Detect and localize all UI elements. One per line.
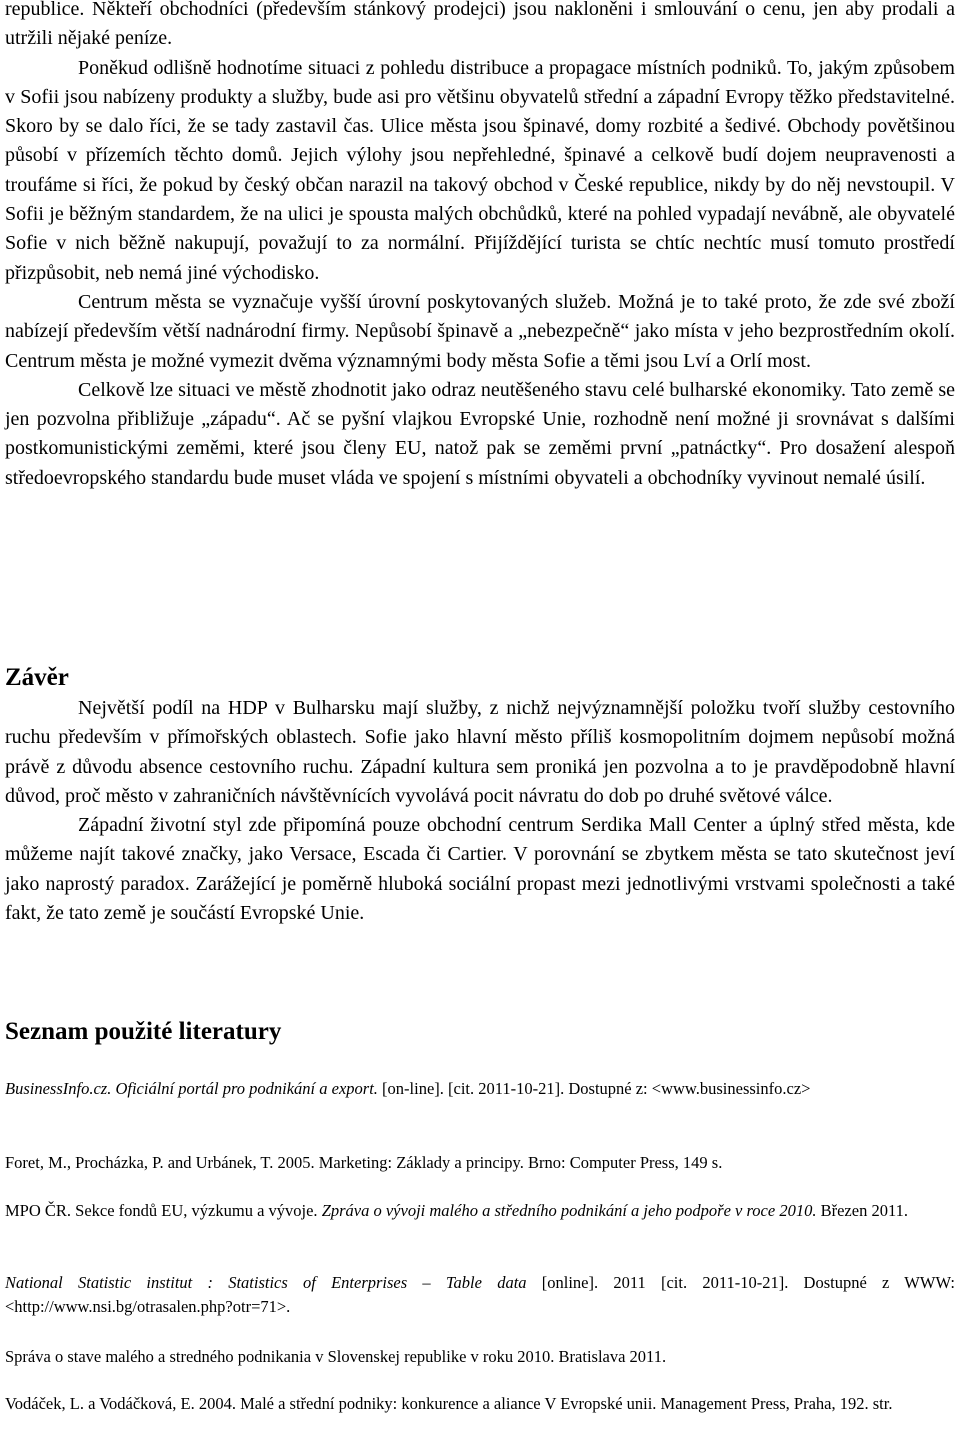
- reference-text: Správa o stave malého a stredného podnikania v Slovenskej republike v roku 2010. Bratislava 2011.: [5, 1347, 667, 1366]
- paragraph: republice. Někteří obchodníci (především stánkový prodejci) jsou nakloněni i smlouvání o cenu, jen aby prodali a utržili nějaké peníze.: [5, 0, 955, 50]
- bibliography-entry: [5, 1077, 955, 1101]
- reference-text: Foret, M., Procházka, P. and Urbánek, T. 2005. Marketing: Základy a principy. Brno: Computer Press, 149 s.: [5, 1153, 723, 1172]
- paragraph: Centrum města se vyznačuje vyšší úrovní poskytovaných služeb. Možná je to také proto, že zde své zboží nabízejí především větší nadnárodní firmy. Nepůsobí špinavě a „nebezpečně“ jako místa v jeho bezprostředním okolí. Centrum města je možné vymezit dvěma významnými body města Sofie a těmi jsou Lví a Orlí most.: [5, 290, 955, 372]
- reference-title: BusinessInfo.cz. Oficiální portál pro podnikání a export.: [5, 1079, 378, 1098]
- bibliography-entry: [5, 1271, 955, 1319]
- conclusion-section: [5, 694, 955, 928]
- reference-details: Březen 2011.: [816, 1201, 908, 1220]
- paragraph: Poněkud odlišně hodnotíme situaci z pohledu distribuce a propagace místních podniků. To, jakým způsobem v Sofii jsou nabízeny produkty a služby, bude asi pro většinu obyvatelů střední a západní Evropy těžko představitelné. Skoro by se dalo říci, že se tady zastavil čas. Ulice města jsou špinavé, domy rozbité a šedivé. Obchody povětšinou působí v přízemích těchto domů. Jejich výlohy jsou nepřehledné, špinavé a celkově budí dojem neupravenosti a troufáme si říci, že pokud by český občan narazil na takový obchod v České republice, nikdy by do něj nevstoupil. V Sofii je běžným standardem, že na ulici je spousta malých obchůdků, které na pohled vypadají nevábně, ale obyvatelé Sofie v nich běžně nakupují, považují to za normální. Přijíždějící turista se chtíc nechtíc musí tomuto prostředí přizpůsobit, neb nemá jiné východisko.: [5, 56, 955, 284]
- reference-author: MPO ČR. Sekce fondů EU, výzkumu a vývoje.: [5, 1201, 322, 1220]
- conclusion-heading: Závěr: [5, 664, 69, 691]
- reference-text: Vodáček, L. a Vodáčková, E. 2004. Malé a střední podniky: konkurence a aliance V Evropské unii. Management Press, Praha, 192. str.: [5, 1394, 893, 1413]
- reference-title: National Statistic institut : Statistics of Enterprises – Table data: [5, 1273, 527, 1292]
- bibliography-entry: [5, 1199, 955, 1223]
- bibliography-entry: [5, 1345, 955, 1369]
- paragraph: Celkově lze situaci ve městě zhodnotit jako odraz neutěšeného stavu celé bulharské ekonomiky. Tato země se jen pozvolna přibližuje „západu“. Ač se pyšní vlajkou Evropské Unie, rozhodně není možné ji srovnávat s dalšími postkomunistickými zeměmi, které jsou členy EU, natož pak se zeměmi první „patnáctky“. Pro dosažení alespoň středoevropského standardu bude muset vláda ve spojení s místními obyvateli a obchodníky vyvinout nemalé úsilí.: [5, 378, 955, 489]
- reference-title: Zpráva o vývoji malého a středního podnikání a jeho podpoře v roce 2010.: [321, 1201, 817, 1220]
- paragraph: Západní životní styl zde připomíná pouze obchodní centrum Serdika Mall Center a úplný střed města, kde můžeme najít takové značky, jako Versace, Escada či Cartier. V porovnání se zbytkem města se tato skutečnost jeví jako naprostý paradox. Zarážející je poměrně hluboká sociální propast mezi jednotlivými vrstvami společnosti a také fakt, že tato země je součástí Evropské Unie.: [5, 814, 955, 925]
- body-text-continuation: [5, 0, 955, 493]
- reference-details: [online]. 2011 [cit. 2011-10-21]. Dostupné z WWW: <http://www.nsi.bg/otrasalen.php?otr=71>.: [5, 1273, 955, 1316]
- bibliography-entry: [5, 1392, 955, 1416]
- reference-details: [on-line]. [cit. 2011-10-21]. Dostupné z: <www.businessinfo.cz>: [377, 1079, 811, 1098]
- bibliography-heading: Seznam použité literatury: [5, 1018, 282, 1045]
- paragraph: Největší podíl na HDP v Bulharsku mají služby, z nichž nejvýznamnější položku tvoří služby cestovního ruchu především v přímořských oblastech. Sofie jako hlavní město příliš kosmopolitním dojmem nepůsobí možná právě z důvodu absence cestovního ruchu. Západní kultura sem proniká jen pozvolna a to je pravděpodobně hlavní důvod, proč město v zahraničních návštěvnících vyvolává pocit návratu do dob po druhé světové válce.: [5, 697, 955, 807]
- bibliography-entry: [5, 1151, 955, 1175]
